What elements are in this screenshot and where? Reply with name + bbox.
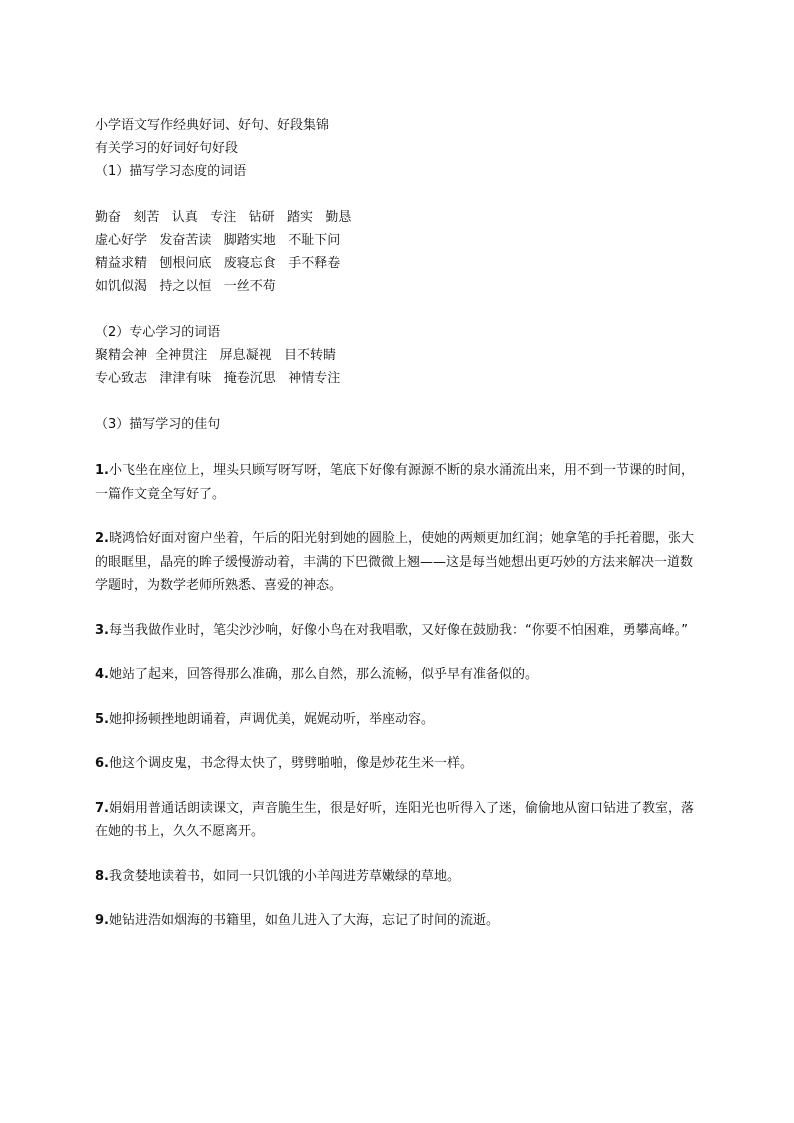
- word-line: 虚心好学 发奋苦读 脚踏实地 不耻下问: [95, 233, 341, 248]
- section2-heading: （2）专心学习的词语: [95, 325, 221, 340]
- section3-heading: （3）描写学习的佳句: [95, 417, 221, 432]
- sentence-text: 晓鸿恰好面对窗户坐着，午后的阳光射到她的圆脸上，使她的两颊更加红润；她拿笔的手托着腮，张大的眼眶里，晶亮的眸子缓慢游动着，丰满的下巴微微上翘——这是每当她想出更巧妙的方法来解决一道数学题时，为数学老师所熟悉、喜爱的神态。: [95, 531, 694, 593]
- sentence-item: [95, 527, 705, 598]
- document-body: [95, 114, 705, 933]
- word-line: 如饥似渴 持之以恒 一丝不苟: [95, 279, 276, 294]
- sentence-text: 她钻进浩如烟海的书籍里，如鱼儿进入了大海，忘记了时间的流逝。: [108, 913, 499, 928]
- sentence-number: 8.: [95, 868, 109, 884]
- sentence-number: 9.: [95, 913, 109, 928]
- sentence-item: [95, 708, 705, 732]
- document-title: 小学语文写作经典好词、好句、好段集锦: [95, 118, 330, 133]
- sentence-number: 5.: [95, 711, 109, 727]
- sentence-item: [95, 663, 705, 687]
- sentence-item: [95, 752, 705, 776]
- sentence-item: [95, 797, 705, 844]
- word-line: 精益求精 刨根问底 废寝忘食 手不释卷: [95, 256, 341, 271]
- sentence-number: 3.: [95, 622, 109, 638]
- section1-heading: （1）描写学习态度的词语: [95, 164, 247, 179]
- sentence-item: [95, 619, 705, 643]
- sentence-text: 他这个调皮鬼，书念得太快了，劈劈啪啪，像是炒花生米一样。: [108, 756, 473, 771]
- word-line: 专心致志 津津有味 掩卷沉思 神情专注: [95, 371, 341, 386]
- sentence-number: 2.: [95, 531, 109, 546]
- sentence-number: 6.: [95, 756, 109, 771]
- sentence-item: [95, 865, 705, 889]
- sentence-number: 4.: [95, 667, 109, 682]
- sentence-text: 她抑扬顿挫地朗诵着，声调优美，娓娓动听，举座动容。: [108, 711, 434, 727]
- sentence-text: 小飞坐在座位上，埋头只顾写呀写呀，笔底下好像有源源不断的泉水涌流出来，用不到一节课的时间，一篇作文竟全写好了。: [95, 463, 694, 502]
- sentence-item: [95, 459, 705, 506]
- sentence-number: 1.: [95, 463, 109, 478]
- word-line: 勤奋 刻苦 认真 专注 钻研 踏实 勤恳: [95, 210, 352, 225]
- document-subtitle: 有关学习的好词好句好段: [95, 141, 239, 156]
- sentence-text: 每当我做作业时，笔尖沙沙响，好像小鸟在对我唱歌，又好像在鼓励我：“你要不怕困难，勇攀高峰。”: [108, 622, 688, 638]
- sentence-text: 她站了起来，回答得那么准确，那么自然，那么流畅，似乎早有准备似的。: [108, 667, 538, 682]
- sentence-text: 我贪婪地读着书，如同一只饥饿的小羊闯进芳草嫩绿的草地。: [108, 868, 460, 884]
- sentence-text: 娟娟用普通话朗读课文，声音脆生生，很是好听，连阳光也听得入了迷，偷偷地从窗口钻进了教室，落在她的书上，久久不愿离开。: [95, 800, 694, 839]
- word-line: 聚精会神 全神贯注 屏息凝视 目不转睛: [95, 348, 337, 363]
- sentence-number: 7.: [95, 800, 109, 816]
- sentence-item: [95, 909, 705, 933]
